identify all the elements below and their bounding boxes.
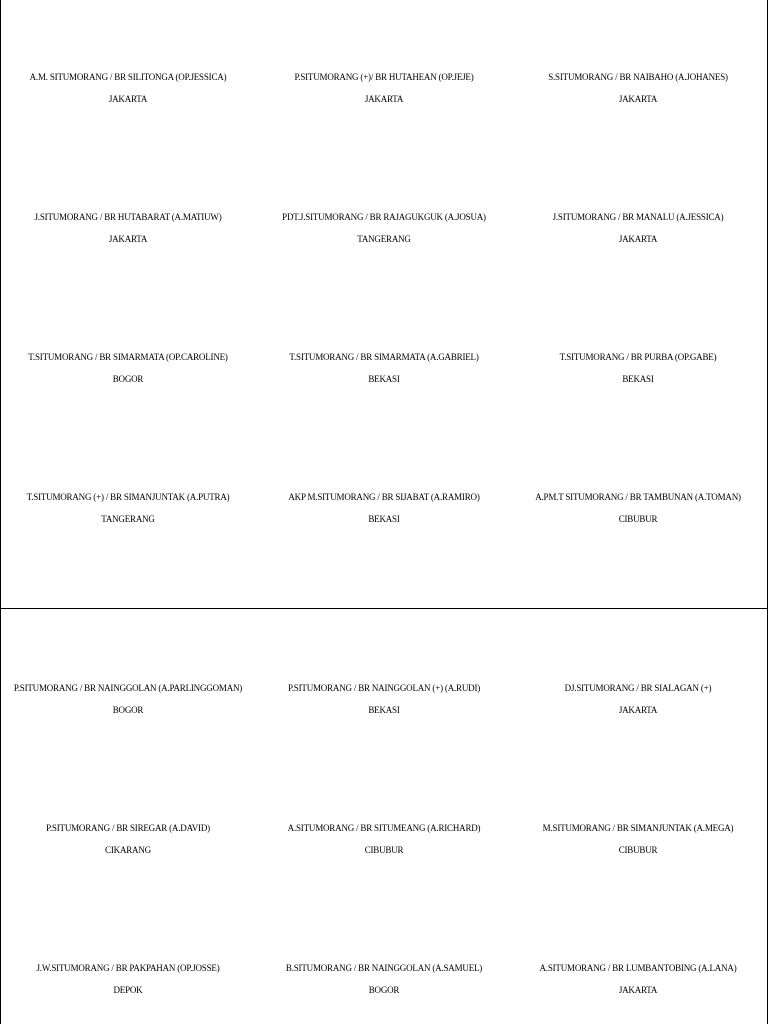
label-name: A.SITUMORANG / BR LUMBANTOBING (A.LANA)	[539, 963, 737, 973]
label-city: JAKARTA	[618, 234, 658, 244]
address-label	[510, 963, 766, 995]
label-city: CIKARANG	[105, 845, 151, 855]
label-name: P.SITUMORANG (+)/ BR HUTAHEAN (OP.JEJE)	[294, 72, 474, 82]
address-label	[256, 72, 512, 104]
label-city: JAKARTA	[108, 94, 148, 104]
label-city: JAKARTA	[108, 234, 148, 244]
label-name: AKP M.SITUMORANG / BR SIJABAT (A.RAMIRO)	[288, 492, 480, 502]
address-label	[256, 492, 512, 524]
address-label	[510, 492, 766, 524]
label-name: S.SITUMORANG / BR NAIBAHO (A.JOHANES)	[548, 72, 728, 82]
label-city: TANGERANG	[101, 514, 155, 524]
address-label	[510, 72, 766, 104]
address-label	[510, 352, 766, 384]
label-name: J.SITUMORANG / BR HUTABARAT (A.MATIUW)	[34, 212, 222, 222]
address-label	[0, 492, 256, 524]
label-city: JAKARTA	[618, 705, 658, 715]
address-label	[256, 683, 512, 715]
label-city: CIBUBUR	[618, 514, 658, 524]
label-city: BEKASI	[368, 514, 400, 524]
address-label	[256, 212, 512, 244]
label-city: TANGERANG	[357, 234, 411, 244]
label-city: JAKARTA	[364, 94, 404, 104]
label-name: B.SITUMORANG / BR NAINGGOLAN (A.SAMUEL)	[285, 963, 483, 973]
label-city: BEKASI	[368, 374, 400, 384]
address-label	[510, 823, 766, 855]
label-name: M.SITUMORANG / BR SIMANJUNTAK (A.MEGA)	[542, 823, 734, 833]
label-name: P.SITUMORANG / BR SIREGAR (A.DAVID)	[46, 823, 210, 833]
address-label	[510, 212, 766, 244]
label-name: A.M. SITUMORANG / BR SILITONGA (OP.JESSICA)	[29, 72, 227, 82]
address-label	[0, 683, 256, 715]
label-name: J.SITUMORANG / BR MANALU (A.JESSICA)	[552, 212, 724, 222]
address-label	[256, 963, 512, 995]
label-city: BOGOR	[112, 705, 144, 715]
label-name: P.SITUMORANG / BR NAINGGOLAN (A.PARLINGGOMAN)	[13, 683, 243, 693]
label-city: JAKARTA	[618, 94, 658, 104]
address-label	[0, 823, 256, 855]
address-label	[0, 212, 256, 244]
label-city: BOGOR	[368, 985, 400, 995]
page-divider	[0, 608, 768, 609]
address-label	[0, 72, 256, 104]
label-city: JAKARTA	[618, 985, 658, 995]
label-name: A.SITUMORANG / BR SITUMEANG (A.RICHARD)	[287, 823, 481, 833]
label-name: A.PM.T SITUMORANG / BR TAMBUNAN (A.TOMAN)	[535, 492, 741, 502]
label-name: T.SITUMORANG / BR SIMARMATA (A.GABRIEL)	[289, 352, 479, 362]
label-name: T.SITUMORANG / BR SIMARMATA (OP.CAROLINE)	[28, 352, 228, 362]
label-name: T.SITUMORANG / BR PURBA (OP.GABE)	[559, 352, 717, 362]
label-city: DEPOK	[113, 985, 143, 995]
label-name: PDT.J.SITUMORANG / BR RAJAGUKGUK (A.JOSUA)	[282, 212, 486, 222]
label-city: CIBUBUR	[618, 845, 658, 855]
label-city: BOGOR	[112, 374, 144, 384]
label-name: P.SITUMORANG / BR NAINGGOLAN (+) (A.RUDI)	[287, 683, 481, 693]
label-city: BEKASI	[622, 374, 654, 384]
address-label	[510, 683, 766, 715]
label-city: CIBUBUR	[364, 845, 404, 855]
label-city: BEKASI	[368, 705, 400, 715]
address-label	[0, 963, 256, 995]
label-name: T.SITUMORANG (+) / BR SIMANJUNTAK (A.PUTRA)	[26, 492, 230, 502]
label-name: DJ.SITUMORANG / BR SIALAGAN (+)	[564, 683, 712, 693]
label-name: J.W.SITUMORANG / BR PAKPAHAN (OP.JOSSE)	[36, 963, 220, 973]
address-label	[256, 823, 512, 855]
address-label	[256, 352, 512, 384]
address-label	[0, 352, 256, 384]
